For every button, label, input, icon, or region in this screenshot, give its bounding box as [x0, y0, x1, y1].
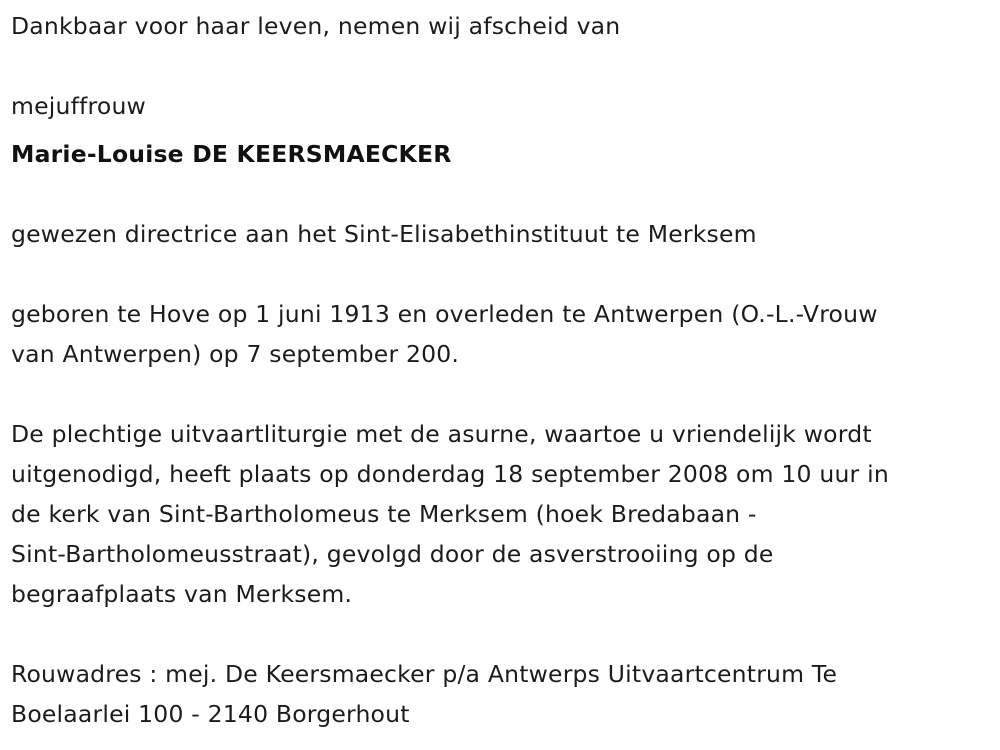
birth-death-details: geboren te Hove op 1 juni 1913 en overleden te Antwerpen (O.-L.-Vrouw van Antwerpen) op 7 september 200.	[11, 300, 878, 368]
funeral-details: De plechtige uitvaartliturgie met de asurne, waartoe u vriendelijk wordt uitgenodigd, heeft plaats op donderdag 18 september 2008 om 10 uur in de kerk van Sint-Bartholomeus te Merksem (hoek Bredabaan - Sint-Bartholomeusstraat), gevolgd door de asverstrooiing op de begraafplaats van Merksem.	[11, 420, 889, 608]
mourning-address: Rouwadres : mej. De Keersmaecker p/a Antwerps Uitvaartcentrum Te Boelaarlei 100 - 2140 Borgerhout	[11, 660, 838, 728]
intro-text: Dankbaar voor haar leven, nemen wij afscheid van	[11, 12, 621, 40]
title-prefix: mejuffrouw	[11, 92, 146, 120]
former-role: gewezen directrice aan het Sint-Elisabethinstituut te Merksem	[11, 220, 757, 248]
deceased-name: Marie-Louise DE KEERSMAECKER	[11, 140, 452, 168]
